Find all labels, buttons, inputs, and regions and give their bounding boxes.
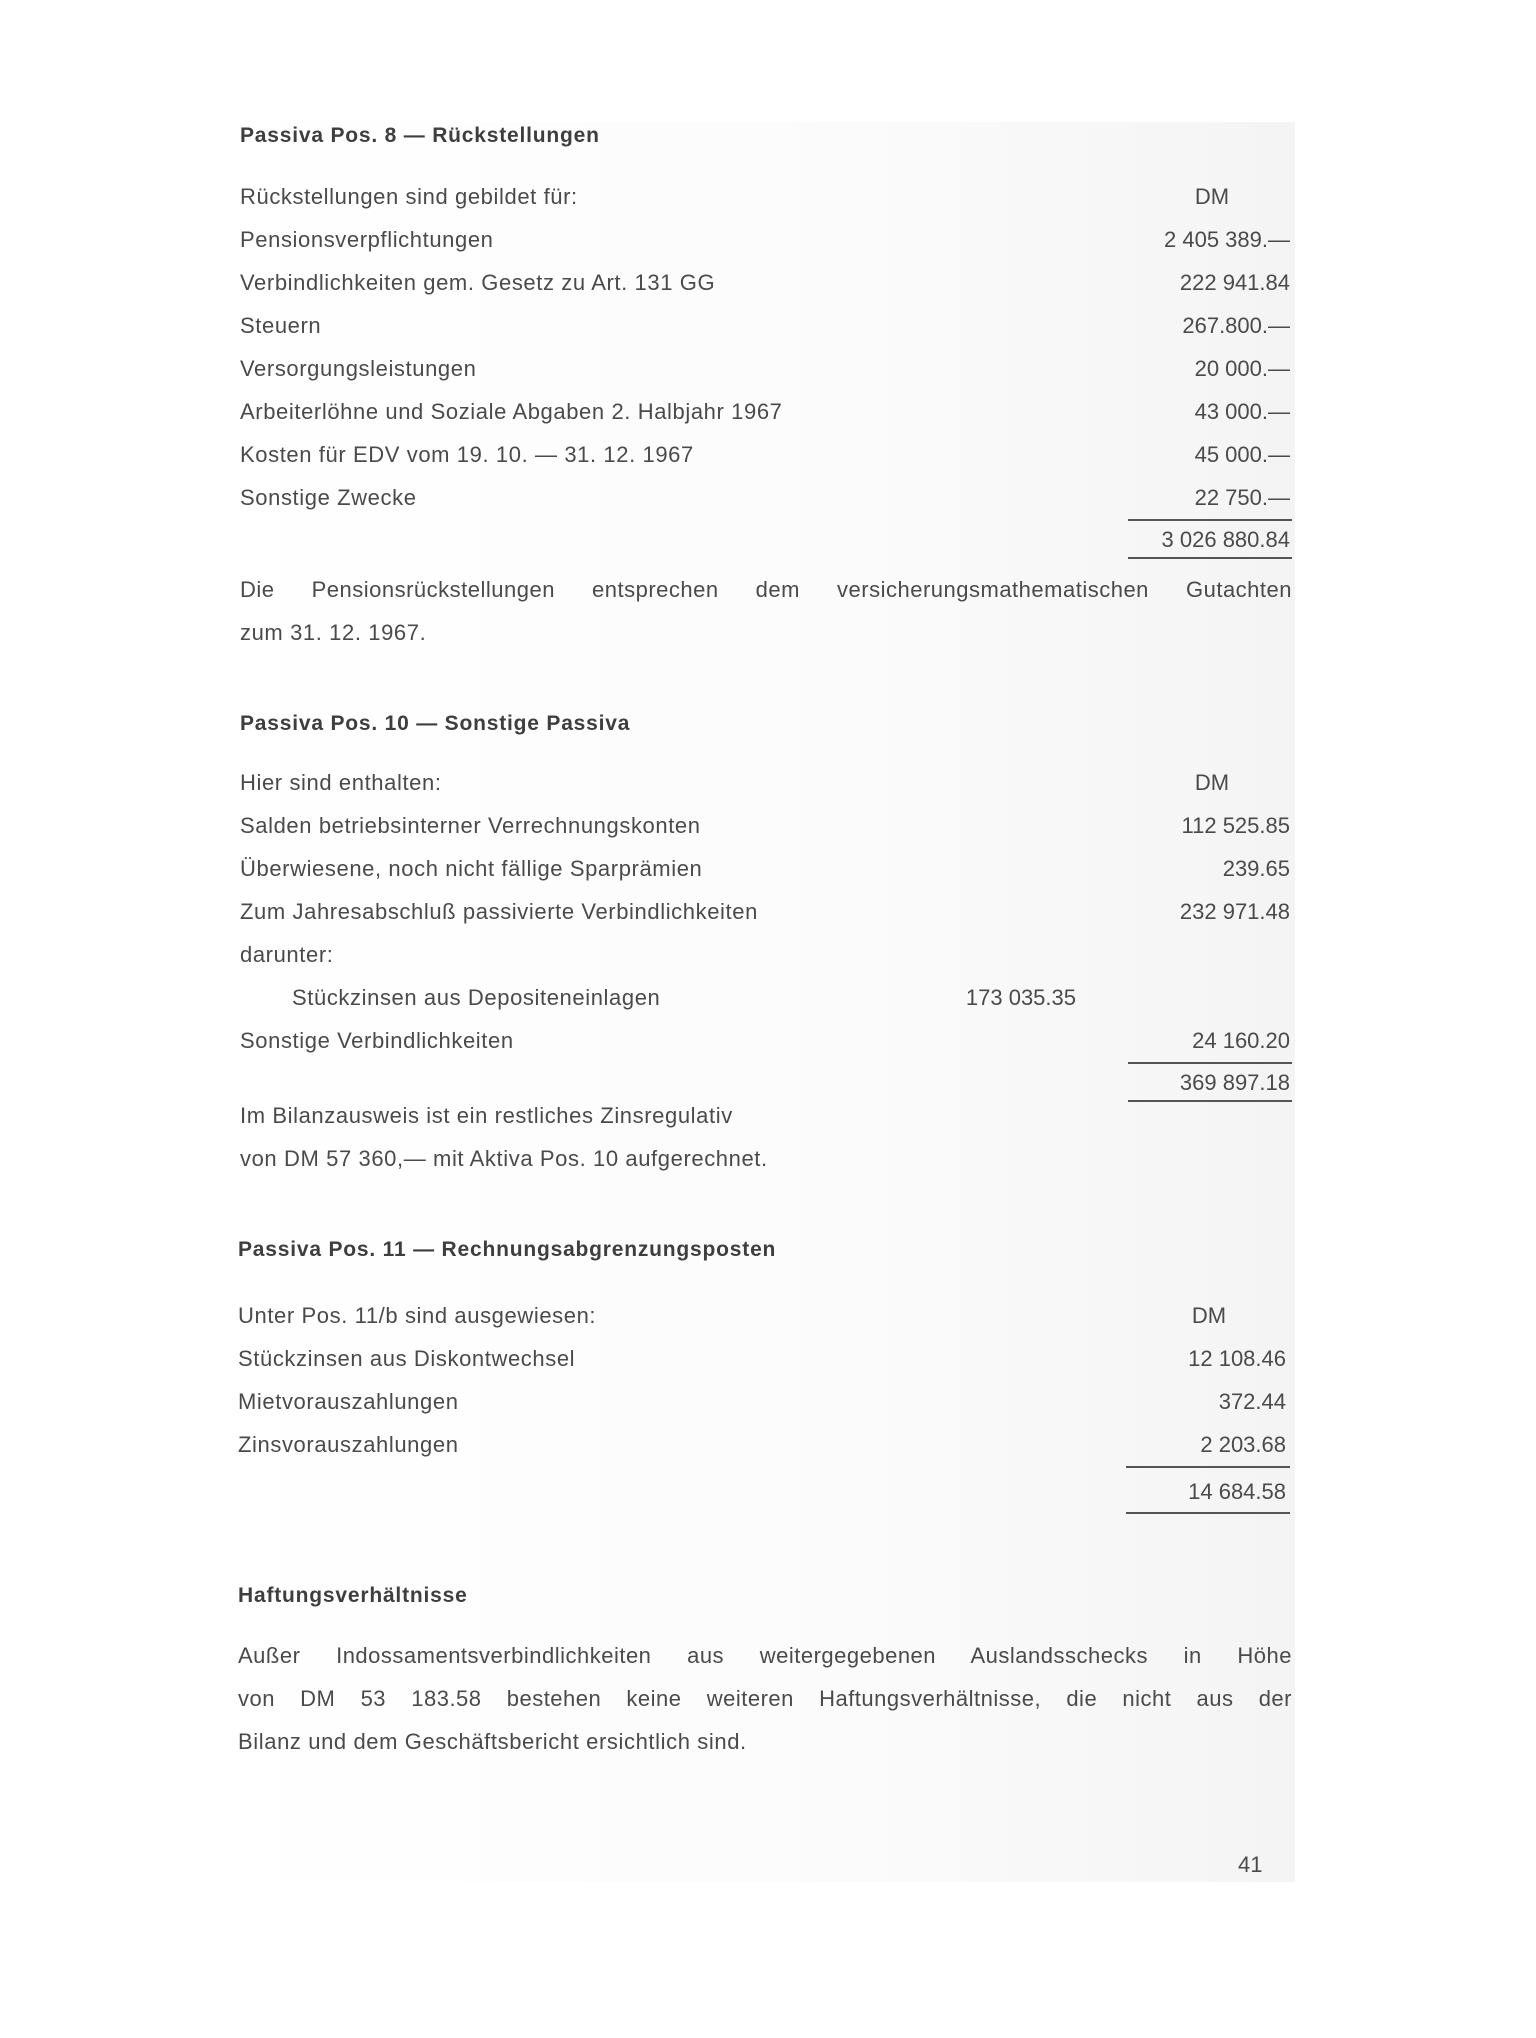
row-label: Arbeiterlöhne und Soziale Abgaben 2. Halbjahr 1967: [240, 399, 783, 424]
paragraph-line: Außer Indossamentsverbindlichkeiten aus weitergegebenen Auslandsschecks in Höhe: [238, 1643, 1292, 1668]
paragraph-line: von DM 53 183.58 bestehen keine weiteren Haftungsverhältnisse, die nicht aus der: [238, 1686, 1292, 1711]
row-label: Verbindlichkeiten gem. Gesetz zu Art. 131 GG: [240, 270, 716, 295]
row-value: 232 971.48: [1179, 899, 1290, 924]
subtotal-rule: [1128, 1062, 1292, 1064]
row-value: 43 000.—: [1194, 399, 1290, 424]
row-value: 2 203.68: [1200, 1432, 1286, 1457]
row-label: Überwiesene, noch nicht fällige Sparprämien: [240, 856, 703, 881]
section-heading: Passiva Pos. 10 — Sonstige Passiva: [240, 712, 631, 735]
section-intro: Hier sind enthalten:: [240, 770, 442, 795]
section-heading: Haftungsverhältnisse: [238, 1584, 468, 1607]
row-value: 2 405 389.—: [1164, 227, 1290, 252]
row-label-indented: Stückzinsen aus Depositeneinlagen: [292, 985, 661, 1010]
section-heading: Passiva Pos. 11 — Rechnungsabgrenzungsposten: [238, 1238, 777, 1261]
note-line: von DM 57 360,— mit Aktiva Pos. 10 aufgerechnet.: [240, 1146, 768, 1171]
row-label: Sonstige Verbindlichkeiten: [240, 1028, 514, 1053]
row-value: 20 000.—: [1194, 356, 1290, 381]
currency-label: DM: [1194, 770, 1230, 795]
section-total: 3 026 880.84: [1161, 527, 1290, 552]
subtotal-rule: [1126, 1466, 1290, 1468]
row-label: Pensionsverpflichtungen: [240, 227, 494, 252]
row-value: 239.65: [1222, 856, 1290, 881]
page-number: 41: [1238, 1852, 1263, 1877]
total-rule: [1126, 1512, 1290, 1514]
row-label: darunter:: [240, 942, 334, 967]
currency-label: DM: [1194, 184, 1230, 209]
row-value: 45 000.—: [1194, 442, 1290, 467]
row-value: 112 525.85: [1181, 813, 1290, 838]
total-rule: [1128, 557, 1292, 559]
note-line: Die Pensionsrückstellungen entsprechen dem versicherungsmathematischen Gutachten: [240, 577, 1292, 602]
currency-label: DM: [1191, 1303, 1227, 1328]
row-label: Zum Jahresabschluß passivierte Verbindlichkeiten: [240, 899, 758, 924]
section-intro: Rückstellungen sind gebildet für:: [240, 184, 578, 209]
total-rule: [1128, 1100, 1292, 1102]
row-label: Mietvorauszahlungen: [238, 1389, 459, 1414]
row-label: Zinsvorauszahlungen: [238, 1432, 459, 1457]
row-label: Salden betriebsinterner Verrechnungskonten: [240, 813, 701, 838]
note-line: zum 31. 12. 1967.: [240, 620, 427, 645]
row-label: Stückzinsen aus Diskontwechsel: [238, 1346, 576, 1371]
row-value: 12 108.46: [1188, 1346, 1286, 1371]
row-label: Steuern: [240, 313, 322, 338]
section-total: 369 897.18: [1179, 1070, 1290, 1095]
row-subvalue: 173 035.35: [965, 985, 1076, 1010]
row-value: 267.800.—: [1182, 313, 1290, 338]
paragraph-line: Bilanz und dem Geschäftsbericht ersichtlich sind.: [238, 1729, 747, 1754]
section-total: 14 684.58: [1188, 1479, 1286, 1504]
section-intro: Unter Pos. 11/b sind ausgewiesen:: [238, 1303, 597, 1328]
row-value: 22 750.—: [1194, 485, 1290, 510]
row-label: Kosten für EDV vom 19. 10. — 31. 12. 1967: [240, 442, 694, 467]
row-label: Versorgungsleistungen: [240, 356, 477, 381]
section-heading: Passiva Pos. 8 — Rückstellungen: [240, 124, 600, 147]
note-line: Im Bilanzausweis ist ein restliches Zinsregulativ: [240, 1103, 733, 1128]
row-value: 24 160.20: [1192, 1028, 1290, 1053]
row-label: Sonstige Zwecke: [240, 485, 417, 510]
row-value: 372.44: [1218, 1389, 1286, 1414]
row-value: 222 941.84: [1179, 270, 1290, 295]
subtotal-rule: [1128, 519, 1292, 521]
